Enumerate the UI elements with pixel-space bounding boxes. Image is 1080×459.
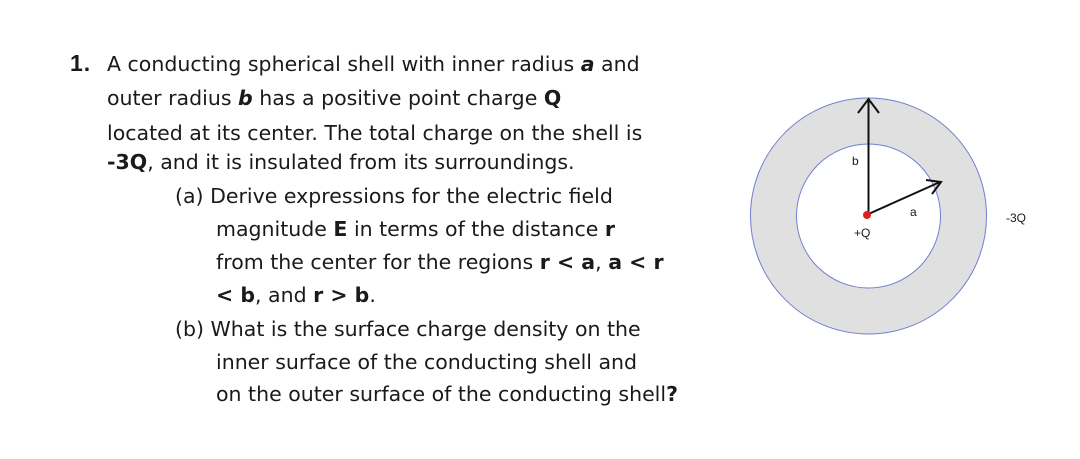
part-a-line-3: from the center for the regions r < a, a < r: [216, 250, 664, 274]
problem-number: 1.: [70, 50, 92, 76]
label-b: b: [852, 154, 859, 168]
part-b-line-1: (b) What is the surface charge density on the: [175, 317, 641, 341]
problem-statement-line-1: A conducting spherical shell with inner radius a and: [107, 52, 640, 76]
part-a-line-2: magnitude E in terms of the distance r: [216, 217, 615, 241]
part-b-line-2: inner surface of the conducting shell and: [216, 350, 638, 374]
problem-statement-line-2: outer radius b has a positive point charge Q: [107, 86, 562, 110]
point-charge-dot: [863, 211, 871, 219]
label-a: a: [910, 205, 917, 219]
problem-statement-line-4: -3Q, and it is insulated from its surroundings.: [107, 150, 575, 174]
label-shell-charge: -3Q: [1006, 211, 1027, 225]
problem-statement-line-3: located at its center. The total charge on the shell is: [107, 121, 643, 145]
part-a-line-4: < b, and r > b.: [216, 283, 376, 307]
part-a-line-1: (a) Derive expressions for the electric field: [175, 184, 613, 208]
radius-a-arrow: [869, 182, 941, 214]
part-b-line-3: on the outer surface of the conducting shell?: [216, 382, 678, 406]
label-center-charge: +Q: [854, 226, 871, 240]
